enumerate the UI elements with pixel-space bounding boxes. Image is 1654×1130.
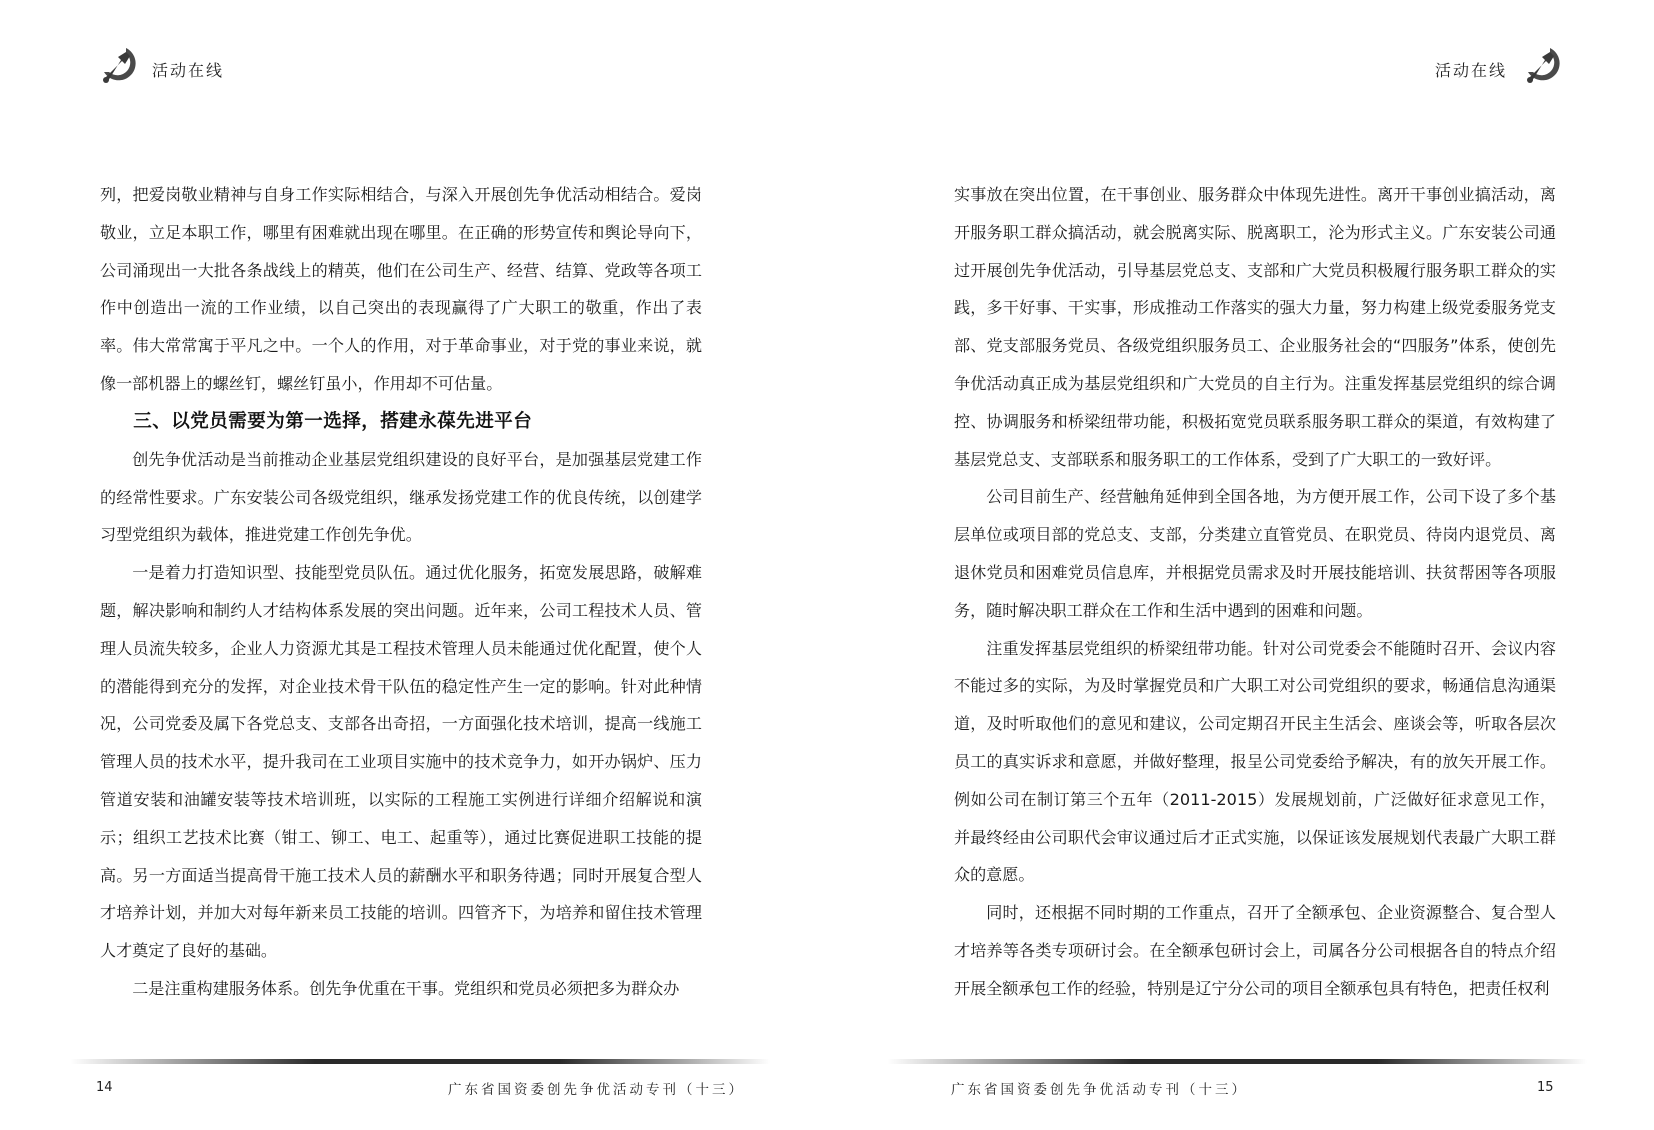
footer-rule	[887, 1059, 1587, 1064]
hammer-and-sickle-icon	[1520, 42, 1568, 90]
paragraph: 同时，还根据不同时期的工作重点，召开了全额承包、企业资源整合、复合型人才培养等各类专项研讨会。在全额承包研讨会上，司属各分公司根据各自的特点介绍开展全额承包工作的经验，特别是辽宁分公司的项目全额承包具有特色，把责任权利	[954, 903, 1556, 998]
right-body-text	[954, 176, 1556, 1008]
paragraph: 公司目前生产、经营触角延伸到全国各地，为方便开展工作，公司下设了多个基层单位或项目部的党总支、支部，分类建立直管党员、在职党员、待岗内退党员、离退休党员和困难党员信息库，并根据党员需求及时开展技能培训、扶贫帮困等各项服务，随时解决职工群众在工作和生活中遇到的困难和问题。	[954, 487, 1556, 620]
paragraph: 实事放在突出位置，在干事创业、服务群众中体现先进性。离开干事创业搞活动，离开服务职工群众搞活动，就会脱离实际、脱离职工，沦为形式主义。广东安装公司通过开展创先争优活动，引导基层党总支、支部和广大党员积极履行服务职工群众的实践，多干好事、干实事，形成推动工作落实的强大力量，努力构建上级党委服务党支部、党支部服务党员、各级党组织服务员工、企业服务社会的“四服务”体系，使创先争优活动真正成为基层党组织和广大党员的自主行为。注重发挥基层党组织的综合调控、协调服务和桥梁纽带功能，积极拓宽党员联系服务职工群众的渠道，有效构建了基层党总支、支部联系和服务职工的工作体系，受到了广大职工的一致好评。	[954, 185, 1556, 469]
paragraph: 创先争优活动是当前推动企业基层党组织建设的良好平台，是加强基层党建工作的经常性要求。广东安装公司各级党组织，继承发扬党建工作的优良传统，以创建学习型党组织为载体，推进党建工作创先争优。	[100, 449, 702, 545]
hammer-and-sickle-icon	[96, 42, 144, 90]
section-label: 活动在线	[1435, 61, 1508, 80]
publication-title: 广东省国资委创先争优活动专刊（十三）	[951, 1082, 1248, 1098]
left-body-text	[100, 176, 702, 1008]
publication-title: 广东省国资委创先争优活动专刊（十三）	[448, 1082, 745, 1098]
right-page	[827, 0, 1654, 1130]
paragraph: 注重发挥基层党组织的桥梁纽带功能。针对公司党委会不能随时召开、会议内容不能过多的实际，为及时掌握党员和广大职工对公司党组织的要求，畅通信息沟通渠道，及时听取他们的意见和建议，公司定期召开民主生活会、座谈会等，听取各层次员工的真实诉求和意愿，并做好整理，报呈公司党委给予解决，有的放矢开展工作。例如公司在制订第三个五年（2011-2015）发展规划前，广泛做好征求意见工作，并最终经由公司职代会审议通过后才正式实施，以保证该发展规划代表最广大职工群众的意愿。	[954, 638, 1556, 885]
paragraph: 列，把爱岗敬业精神与自身工作实际相结合，与深入开展创先争优活动相结合。爱岗敬业，立足本职工作，哪里有困难就出现在哪里。在正确的形势宣传和舆论导向下，公司涌现出一大批各条战线上的精英，他们在公司生产、经营、结算、党政等各项工作中创造出一流的工作业绩，以自己突出的表现赢得了广大职工的敬重，作出了表率。伟大常常寓于平凡之中。一个人的作用，对于革命事业，对于党的事业来说，就像一部机器上的螺丝钉，螺丝钉虽小，作用却不可估量。	[100, 185, 702, 393]
section-label: 活动在线	[152, 61, 225, 80]
paragraph: 二是注重构建服务体系。创先争优重在干事。党组织和党员必须把多为群众办	[132, 978, 680, 998]
page-number: 15	[1537, 1080, 1554, 1095]
page-number: 14	[96, 1080, 113, 1095]
footer-rule	[70, 1059, 770, 1064]
paragraph: 一是着力打造知识型、技能型党员队伍。通过优化服务，拓宽发展思路，破解难题，解决影响和制约人才结构体系发展的突出问题。近年来，公司工程技术人员、管理人员流失较多，企业人力资源尤其是工程技术管理人员未能通过优化配置，使个人的潜能得到充分的发挥，对企业技术骨干队伍的稳定性产生一定的影响。针对此种情况，公司党委及属下各党总支、支部各出奇招，一方面强化技术培训，提高一线施工管理人员的技术水平，提升我司在工业项目实施中的技术竞争力，如开办锅炉、压力管道安装和油罐安装等技术培训班，以实际的工程施工实例进行详细介绍解说和演示；组织工艺技术比赛（钳工、铆工、电工、起重等），通过比赛促进职工技能的提高。另一方面适当提高骨干施工技术人员的薪酬水平和职务待遇；同时开展复合型人才培养计划，并加大对每年新来员工技能的培训。四管齐下，为培养和留住技术管理人才奠定了良好的基础。	[100, 563, 702, 961]
section-heading: 三、以党员需要为第一选择，搭建永葆先进平台	[133, 410, 533, 432]
